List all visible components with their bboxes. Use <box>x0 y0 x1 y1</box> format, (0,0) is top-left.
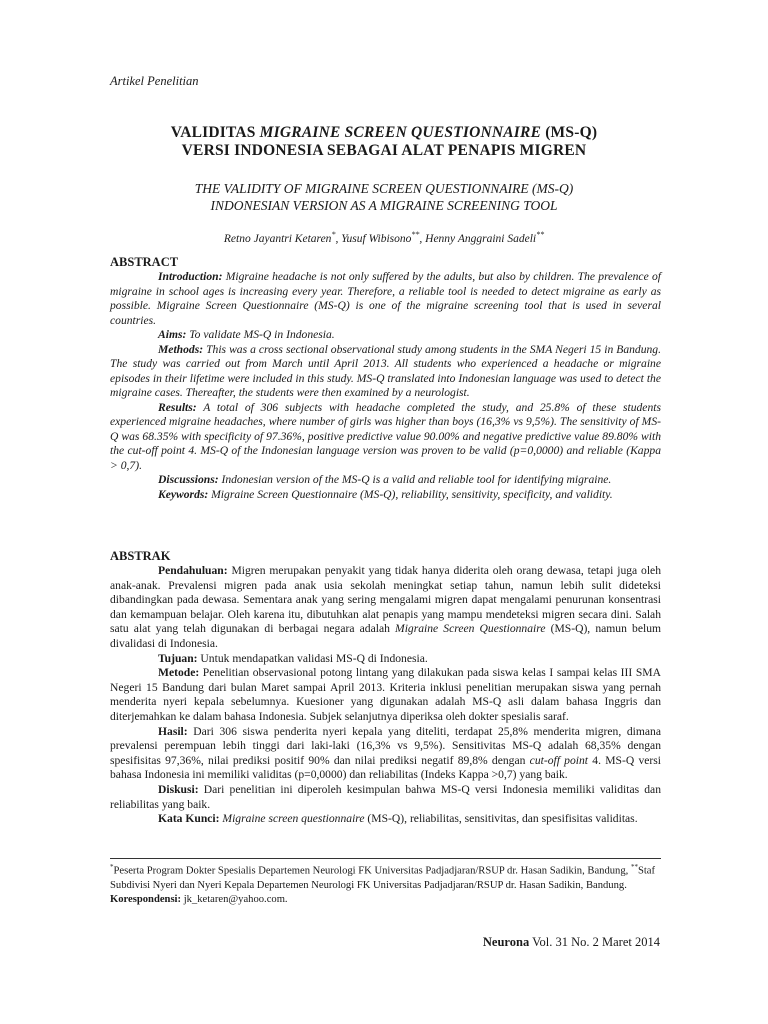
abstract-english <box>110 270 661 502</box>
tujuan-text: Untuk mendapatkan validasi MS-Q di Indonesia. <box>197 651 428 665</box>
pendahuluan-text: Migren merupakan penyakit yang tidak hanya diderita oleh orang dewasa, tetapi juga oleh anak-anak. Prevalensi migren pada anak usia sekolah meningkat setiap tahun, namun lebih sulit dideteksi dibandingkan pada dewasa. Sementara anak yang sering mengalami migren dapat mengalami penurunan konsentrasi dan kemampuan belajar. Oleh karena itu, dibutuhkan alat penapis yang mampu mendeteksi migren secara dini. Salah satu alat yang telah digunakan di berbagai negara adalah <box>110 564 661 636</box>
tujuan-label: Tujuan: <box>158 651 198 665</box>
footnote-divider <box>110 858 661 859</box>
correspondence-label: Korespondensi: <box>110 893 182 905</box>
author-list <box>0 230 768 245</box>
methods-label: Methods: <box>158 342 204 356</box>
abstrak-heading: ABSTRAK <box>110 549 171 563</box>
pendahuluan-italic: Migraine Screen Questionnaire <box>395 622 546 636</box>
article-category: Artikel Penelitian <box>110 74 199 88</box>
title-text: VALIDITAS <box>170 124 260 141</box>
subtitle-line-1: THE VALIDITY OF MIGRAINE SCREEN QUESTIONNAIRE (MS-Q) <box>194 181 574 196</box>
aims-label: Aims: <box>158 328 187 341</box>
author-1: Retno Jayantri Ketaren <box>223 232 332 245</box>
author-2-mark: ** <box>411 230 420 239</box>
pendahuluan-text-end: (MS-Q), namun belum divalidasi di Indonesia. <box>110 622 662 650</box>
hasil-text: Dari 306 siswa penderita nyeri kepala yang diteliti, terdapat 25,8% menderita migren, dimana prevalensi perempuan lebih tinggi dari laki-laki (16,3% vs 9,5%). Sensitivitas MS-Q adalah 68,35% dengan spesifisitas 97,36%, nilai prediksi positif 90% dan nilai prediksi negatif 89,8% dengan <box>110 724 661 767</box>
diskusi-text: Dari penelitian ini diperoleh kesimpulan bahwa MS-Q versi Indonesia memiliki validitas dan reliabilitas yang baik. <box>110 782 661 811</box>
footnote-mark-1: * <box>110 863 114 871</box>
abstract-discussion <box>110 473 661 488</box>
hasil-italic: cut-off point <box>529 753 589 767</box>
metode-text: Penelitian observasional potong lintang yang dilakukan pada siswa kelas I sampai kelas III SMA Negeri 15 Bandung dari bulan Maret sampai April 2013. Kriteria inklusi penelitian merupakan siswa yang pernah menderita nyeri kepala sebelumnya. Kuesioner yang digunakan adalah MS-Q asli dalam bahasa Inggris dan diterjemahkan ke dalam bahasa Indonesia. Subjek selanjutnya diperiksa oleh dokter spesialis saraf. <box>110 666 661 723</box>
abstrak-hasil <box>110 725 661 783</box>
hasil-text-end: 4. MS-Q versi bahasa Indonesia ini memiliki validitas (p=0,0000) dan reliabilitas (Indeks Kappa >0,7) yang baik. <box>110 753 662 782</box>
title-line-2: VERSI INDONESIA SEBAGAI ALAT PENAPIS MIGREN <box>181 142 587 159</box>
author-2: , Yusuf Wibisono <box>335 232 412 245</box>
title-line-1 <box>0 124 768 142</box>
keywords-label: Keywords: <box>158 487 209 501</box>
footnote-affiliation-1: Peserta Program Dokter Spesialis Departemen Neurologi FK Universitas Padjadjaran/RSUP dr. Hasan Sadikin, Bandung, <box>113 865 631 877</box>
title-text-suffix: (MS-Q) <box>541 124 598 141</box>
pendahuluan-label: Pendahuluan: <box>158 564 228 577</box>
diskusi-label: Diskusi: <box>158 782 199 796</box>
journal-footer <box>483 935 660 950</box>
abstrak-kata-kunci <box>110 812 661 827</box>
introduction-text: Migraine headache is not only suffered by the adults, but also by children. The prevalence of migraine in school ages is increasing every year. Therefore, a reliable tool is needed to detect migraine as early as possible. Migraine Screen Questionnaire (MS-Q) is one of the migraine screening tool that is used in several countries. <box>110 270 661 327</box>
metode-label: Metode: <box>158 666 200 680</box>
abstrak-pendahuluan <box>110 564 661 652</box>
aims-text: To validate MS-Q in Indonesia. <box>186 328 335 341</box>
abstrak-diskusi <box>110 783 661 812</box>
introduction-label: Introduction: <box>158 270 223 283</box>
abstract-keywords <box>110 488 661 503</box>
footnote <box>110 860 661 907</box>
abstract-methods <box>110 343 661 401</box>
abstract-heading: ABSTRACT <box>110 255 179 269</box>
abstract-aims <box>110 328 661 343</box>
journal-name: Neurona <box>482 935 530 949</box>
kata-kunci-label: Kata Kunci: <box>158 812 220 826</box>
author-3: , Henny Anggraini Sadeli <box>419 232 537 245</box>
kata-kunci-text: (MS-Q), reliabilitas, sensitivitas, dan spesifisitas validitas. <box>364 812 638 826</box>
correspondence-email[interactable]: jk_ketaren@yahoo.com. <box>181 893 288 905</box>
subtitle-line-2: INDONESIAN VERSION AS A MIGRAINE SCREENING TOOL <box>210 198 558 213</box>
journal-issue: Vol. 31 No. 2 Maret 2014 <box>529 935 660 949</box>
title-italic-text: MIGRAINE SCREEN QUESTIONNAIRE <box>259 124 542 141</box>
abstract-introduction <box>110 270 661 328</box>
discussion-label: Discussions: <box>158 473 219 486</box>
results-text: A total of 306 subjects with headache completed the study, and 25.8% of these students experienced migraine headaches, where number of girls was higher than boys (16,3% vs 9,5%). The sensitivity of MS-Q was 68.35% with specificity of 97.36%, positive predictive value 90.00% and negative predictive value 89.80% with the cut-off point 4. MS-Q of the Indonesian language version was proven to be valid (p=0,0000) and reliable (Kappa > 0,7). <box>110 400 661 472</box>
footnote-affiliation-2: Staf Subdivisi Nyeri dan Nyeri Kepala Departemen Neurologi FK Universitas Padjadjaran/RSUP dr. Hasan Sadikin, Bandung. <box>110 865 656 891</box>
abstract-indonesian <box>110 564 661 827</box>
hasil-label: Hasil: <box>158 724 188 738</box>
author-1-mark: * <box>331 230 336 239</box>
abstract-results <box>110 401 661 474</box>
abstrak-tujuan <box>110 652 661 667</box>
methods-text: This was a cross sectional observational study among students in the SMA Negeri 15 in Bandung. The study was carried out from March until April 2013. All students who experienced a headache or migraine episodes in their lifetime were included in this study. MS-Q translated into Indonesian language was used to detect the migraine cases. Thereafter, the students were then examined by a neurologist. <box>110 342 661 399</box>
results-label: Results: <box>158 400 197 414</box>
kata-kunci-italic: Migraine screen questionnaire <box>219 812 365 826</box>
discussion-text: Indonesian version of the MS-Q is a valid and reliable tool for identifying migraine. <box>218 473 612 486</box>
author-3-mark: ** <box>536 230 545 239</box>
keywords-text: Migraine Screen Questionnaire (MS-Q), reliability, sensitivity, specificity, and validity. <box>208 487 613 501</box>
abstrak-metode <box>110 666 661 724</box>
footnote-mark-2: ** <box>630 863 638 871</box>
